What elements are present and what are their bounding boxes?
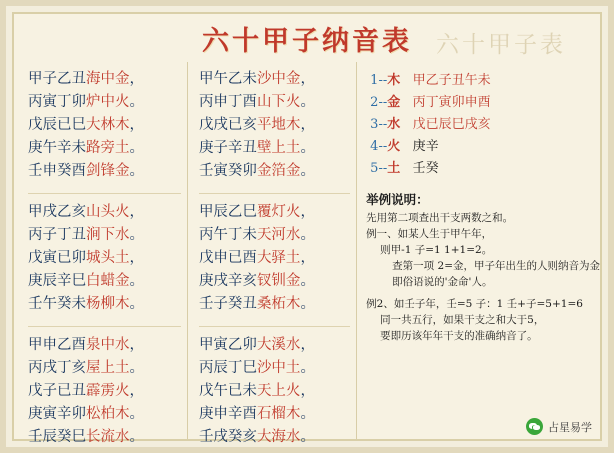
group-left-3 — [28, 334, 187, 449]
punct: 。 — [300, 360, 315, 376]
ganzhi: 戊辰已巳 — [28, 117, 86, 133]
table-row — [28, 201, 187, 224]
divider — [199, 193, 350, 194]
nayin: 长流水 — [86, 429, 130, 445]
punct: 。 — [129, 296, 144, 312]
punct: 。 — [300, 429, 315, 445]
nayin: 沙中土 — [256, 360, 301, 376]
five-elements-list — [370, 70, 600, 180]
ganzhi: 戊申已酉 — [198, 250, 257, 266]
nayin: 钗钏金 — [256, 273, 301, 289]
ganzhi: 丙寅丁卯 — [28, 94, 86, 110]
ganzhi: 庚戌辛亥 — [198, 273, 257, 289]
nayin: 海中金 — [86, 71, 130, 87]
note-line: 查第一项 2=金，甲子年出生的人则纳音为金 — [392, 260, 600, 272]
nayin: 山头火 — [86, 204, 130, 220]
item-element: 金 — [387, 95, 401, 110]
ganzhi: 甲午乙未 — [198, 71, 257, 87]
punct: ， — [129, 250, 144, 266]
table-row — [199, 380, 356, 403]
list-item — [370, 70, 600, 92]
nayin: 大林木 — [86, 117, 130, 133]
punct: ， — [300, 337, 315, 353]
table-row — [199, 247, 356, 270]
nayin: 泉中水 — [86, 337, 130, 353]
punct: 。 — [129, 227, 144, 243]
nayin: 桑柘木 — [256, 296, 301, 312]
item-number: 3-- — [370, 117, 388, 132]
table-row — [199, 224, 356, 247]
punct: ， — [129, 204, 144, 220]
nayin: 山下火 — [256, 94, 301, 110]
table-row — [199, 68, 356, 91]
punct: 。 — [300, 140, 315, 156]
punct: 。 — [129, 140, 144, 156]
list-item — [370, 92, 600, 114]
column-right — [356, 62, 600, 439]
ganzhi: 丙子丁丑 — [28, 227, 86, 243]
nayin: 路旁土 — [86, 140, 130, 156]
table-row — [199, 357, 356, 380]
table-row — [28, 270, 187, 293]
list-item — [370, 158, 600, 180]
nayin: 覆灯火 — [256, 204, 301, 220]
punct: ， — [129, 337, 144, 353]
note-line: 即俗语说的'金命'人。 — [392, 276, 493, 288]
notes-heading: 举例说明： — [366, 192, 429, 207]
item-element: 火 — [387, 139, 401, 154]
divider — [28, 193, 181, 194]
table-row — [199, 137, 356, 160]
divider-vertical — [356, 62, 357, 439]
punct: 。 — [129, 406, 144, 422]
punct: 。 — [300, 273, 315, 289]
table-row — [199, 91, 356, 114]
ganzhi: 壬申癸酉 — [28, 163, 86, 179]
ganzhi: 壬辰癸巳 — [28, 429, 86, 445]
punct: ， — [300, 71, 315, 87]
page-title: 六十甲子纳音表 — [202, 25, 412, 57]
ganzhi: 戊戌已亥 — [198, 117, 257, 133]
punct: 。 — [300, 406, 315, 422]
table-row — [28, 137, 187, 160]
content-columns — [14, 62, 600, 445]
ganzhi: 庚寅辛卯 — [28, 406, 86, 422]
nayin: 金箔金 — [256, 163, 301, 179]
table-row — [28, 426, 187, 449]
page-inner-border — [12, 12, 602, 445]
group-left-2 — [28, 201, 187, 316]
column-middle — [187, 62, 356, 445]
ganzhi: 壬戌癸亥 — [198, 429, 257, 445]
ganzhi: 戊子已丑 — [28, 383, 86, 399]
nayin: 石榴木 — [256, 406, 301, 422]
ganzhi: 丙午丁未 — [198, 227, 257, 243]
table-row — [199, 403, 356, 426]
punct: 。 — [300, 94, 315, 110]
punct: ， — [129, 71, 144, 87]
ganzhi: 甲戌乙亥 — [28, 204, 86, 220]
item-ganzhi: 戊已辰巳戌亥 — [412, 117, 491, 132]
item-number: 4-- — [370, 139, 388, 154]
punct: 。 — [129, 273, 144, 289]
nayin: 松柏木 — [86, 406, 130, 422]
punct: ， — [129, 383, 144, 399]
table-row — [28, 160, 187, 183]
nayin: 沙中金 — [256, 71, 301, 87]
ganzhi: 甲子乙丑 — [28, 71, 86, 87]
nayin: 炉中火 — [86, 94, 130, 110]
punct: ， — [129, 117, 144, 133]
table-row — [28, 224, 187, 247]
nayin: 大驿土 — [256, 250, 301, 266]
note-line: 同一共五行，如果干支之和大于5， — [380, 314, 545, 326]
nayin: 壁上土 — [256, 140, 301, 156]
note-line: 要即历该年年干支的准确纳音了。 — [380, 330, 538, 342]
nayin: 剑锋金 — [86, 163, 130, 179]
table-row — [28, 334, 187, 357]
nayin: 白蜡金 — [86, 273, 130, 289]
table-row — [199, 270, 356, 293]
item-element: 土 — [387, 161, 401, 176]
table-row — [199, 114, 356, 137]
ganzhi: 丙戌丁亥 — [28, 360, 86, 376]
group-middle-3 — [199, 334, 356, 449]
table-row — [28, 68, 187, 91]
nayin: 城头土 — [86, 250, 130, 266]
column-left — [14, 62, 187, 445]
punct: ， — [300, 383, 315, 399]
table-row — [28, 403, 187, 426]
punct: ， — [300, 204, 315, 220]
note-line: 先用第二项查出干支两数之和。 — [366, 212, 514, 224]
nayin: 霹雳火 — [86, 383, 130, 399]
group-left-1 — [28, 68, 187, 183]
table-row — [28, 247, 187, 270]
list-item — [370, 114, 600, 136]
divider — [199, 326, 350, 327]
punct: 。 — [300, 163, 315, 179]
table-row — [199, 160, 356, 183]
nayin: 杨柳木 — [86, 296, 130, 312]
table-row — [199, 293, 356, 316]
note-line: 例一、如某人生于甲午年， — [366, 228, 493, 240]
item-number: 2-- — [370, 95, 388, 110]
divider-vertical — [187, 62, 188, 439]
nayin: 大海水 — [256, 429, 301, 445]
punct: ， — [300, 117, 315, 133]
table-row — [199, 334, 356, 357]
ganzhi: 庚辰辛巳 — [28, 273, 86, 289]
ganzhi: 庚午辛未 — [28, 140, 86, 156]
nayin: 大溪水 — [256, 337, 301, 353]
nayin: 天河水 — [256, 227, 301, 243]
group-middle-1 — [199, 68, 356, 183]
item-ganzhi: 丙丁寅卯申酉 — [412, 95, 491, 110]
ganzhi: 壬子癸丑 — [198, 296, 257, 312]
table-row — [28, 114, 187, 137]
ganzhi: 壬寅癸卯 — [198, 163, 257, 179]
note-line: 例2、如壬子年，壬=5 子：1 壬+子=5+1=6 — [366, 298, 583, 310]
punct: 。 — [129, 360, 144, 376]
ganzhi: 戊寅已卯 — [28, 250, 86, 266]
ganzhi: 戊午已未 — [198, 383, 257, 399]
divider — [28, 326, 181, 327]
item-ganzhi: 甲乙子丑午未 — [412, 73, 491, 88]
footer-brand — [526, 418, 592, 435]
nayin: 涧下水 — [86, 227, 130, 243]
punct: 。 — [129, 163, 144, 179]
ganzhi: 壬午癸未 — [28, 296, 86, 312]
item-ganzhi: 庚辛 — [412, 139, 439, 154]
note-line: 则甲-1 子=1 1+1=2。 — [380, 244, 493, 256]
ganzhi: 甲寅乙卯 — [198, 337, 257, 353]
ganzhi: 庚申辛酉 — [198, 406, 257, 422]
group-middle-2 — [199, 201, 356, 316]
wechat-icon — [526, 418, 543, 435]
ganzhi: 甲辰乙巳 — [198, 204, 257, 220]
nayin: 屋上土 — [86, 360, 130, 376]
table-row — [199, 426, 356, 449]
table-row — [28, 380, 187, 403]
list-item — [370, 136, 600, 158]
item-element: 木 — [387, 73, 401, 88]
ganzhi: 庚子辛丑 — [198, 140, 257, 156]
punct: ， — [300, 250, 315, 266]
nayin: 平地木 — [256, 117, 301, 133]
ganzhi: 甲申乙酉 — [28, 337, 86, 353]
table-row — [28, 357, 187, 380]
nayin: 天上火 — [256, 383, 301, 399]
punct: 。 — [300, 227, 315, 243]
item-number: 1-- — [370, 73, 388, 88]
punct: 。 — [129, 429, 144, 445]
footer-text: 占星易学 — [548, 420, 592, 434]
punct: 。 — [300, 296, 315, 312]
item-ganzhi: 壬癸 — [412, 161, 439, 176]
table-row — [28, 293, 187, 316]
title-watermark: 六十甲子表 — [436, 32, 566, 58]
table-row — [199, 201, 356, 224]
punct: 。 — [129, 94, 144, 110]
ganzhi: 丙辰丁巳 — [198, 360, 257, 376]
item-number: 5-- — [370, 161, 388, 176]
ganzhi: 丙申丁酉 — [198, 94, 257, 110]
table-row — [28, 91, 187, 114]
item-element: 水 — [387, 117, 401, 132]
